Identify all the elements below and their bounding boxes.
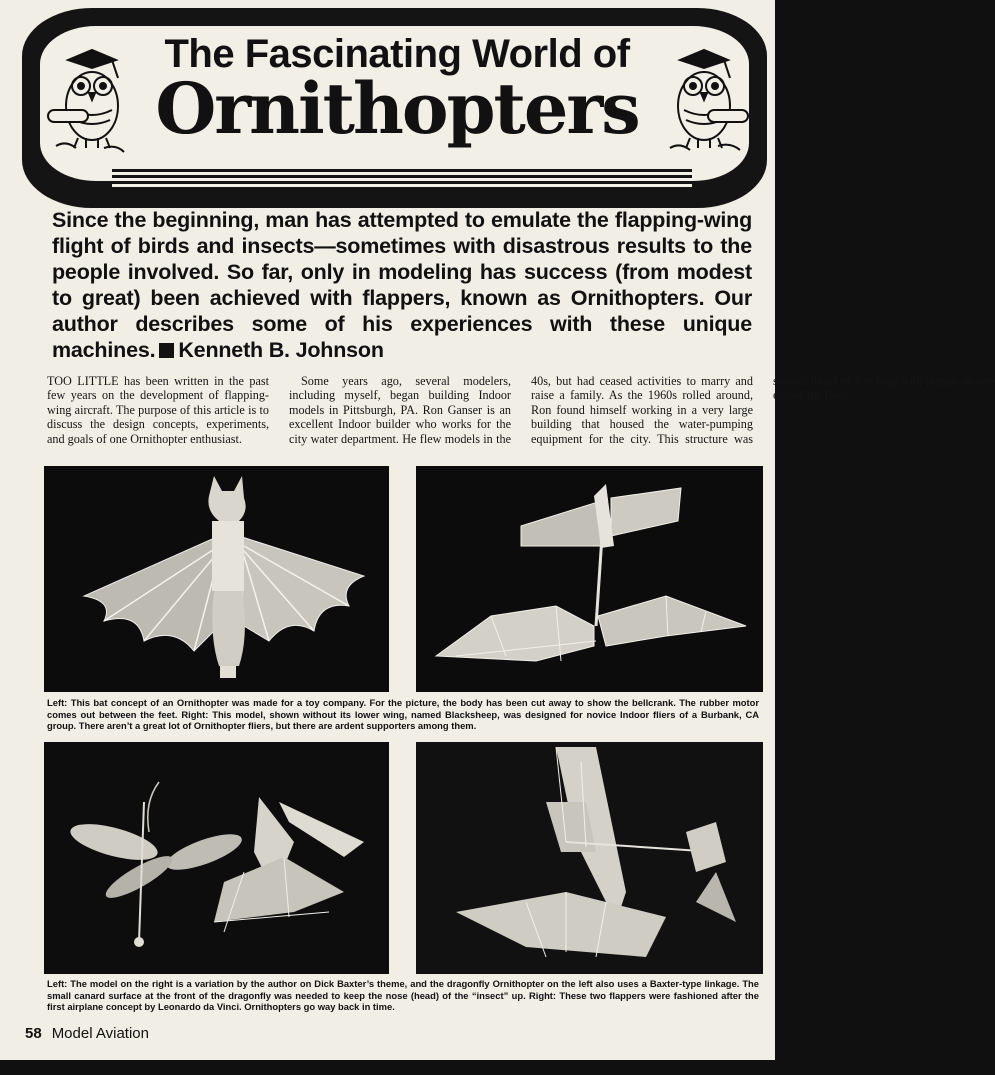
blacksheep-ornithopter-photo [416,466,763,692]
author-byline: Kenneth B. Johnson [178,338,384,362]
page-number: 58 [25,1025,42,1042]
page-footer [25,1025,149,1042]
body-paragraph: TOO LITTLE has been written in the past few years on the development of flapping-wing aircraft. The purpose of this article is to discuss the design concepts, experiments, and goals of one Ornithopter enthusiast. [47,374,269,446]
dragonfly-and-baxter-ornithopters-photo [44,742,389,974]
bullet-square-icon [159,343,174,358]
article-deck [52,207,752,363]
photo-caption: Left: The model on the right is a variation by the author on Dick Baxter’s theme, and the dragonfly Ornithopter on the left also uses a Baxter-type linkage. The small canard surface at the front of the dragonfly was needed to keep the nose (head) of the “insect” up. Right: These two flappers were fashioned after the first airplane concept by Leonardo da Vinci. Ornithopters go way back in time. [47,978,759,1013]
article-body [47,374,995,460]
banner-stripes [112,166,692,190]
bat-ornithopter-photo [44,466,389,692]
deck-text: Since the beginning, man has attempted to emulate the flapping-wing flight of birds and insects—sometimes with disastrous results to the people involved. So far, only in modeling has success (from modest to great) been achieved with flappers, known as Ornithopters. Our author describes some of his experiences with these unique machines. [52,208,752,362]
title-line-1: The Fascinating World of [164,32,630,76]
title-line-2: Ornithopters [155,67,639,150]
owl-icon [42,46,134,166]
photo-caption: Left: This bat concept of an Ornithopter was made for a toy company. For the picture, the body has been cut away to show the bellcrank. The rubber motor comes out between the feet. Right: This model, shown without its lower wing, named Blacksheep, was designed for novice Indoor fliers of a Burbank, CA group. There aren’t a great lot of Ornithopter fliers, but there are ardent supporters among them. [47,697,759,732]
title-banner [22,8,767,208]
da-vinci-flappers-photo [416,742,763,974]
magazine-name: Model Aviation [51,1025,149,1042]
body-paragraph: Some years ago, several modelers, including myself, began building Indoor models in Pittsburgh, PA. Ron Ganser is an excellent Indoor builder who works for the city water department. He flew models in the 40s, but had ceased activities to marry and raise a family. As the 1960s rolled around, Ron found himself working in a very large building that housed the water-pumping equipment for the city. This structure was several hundred feet long with pumps on one end of the floor. [289,374,995,446]
owl-icon [662,46,754,166]
